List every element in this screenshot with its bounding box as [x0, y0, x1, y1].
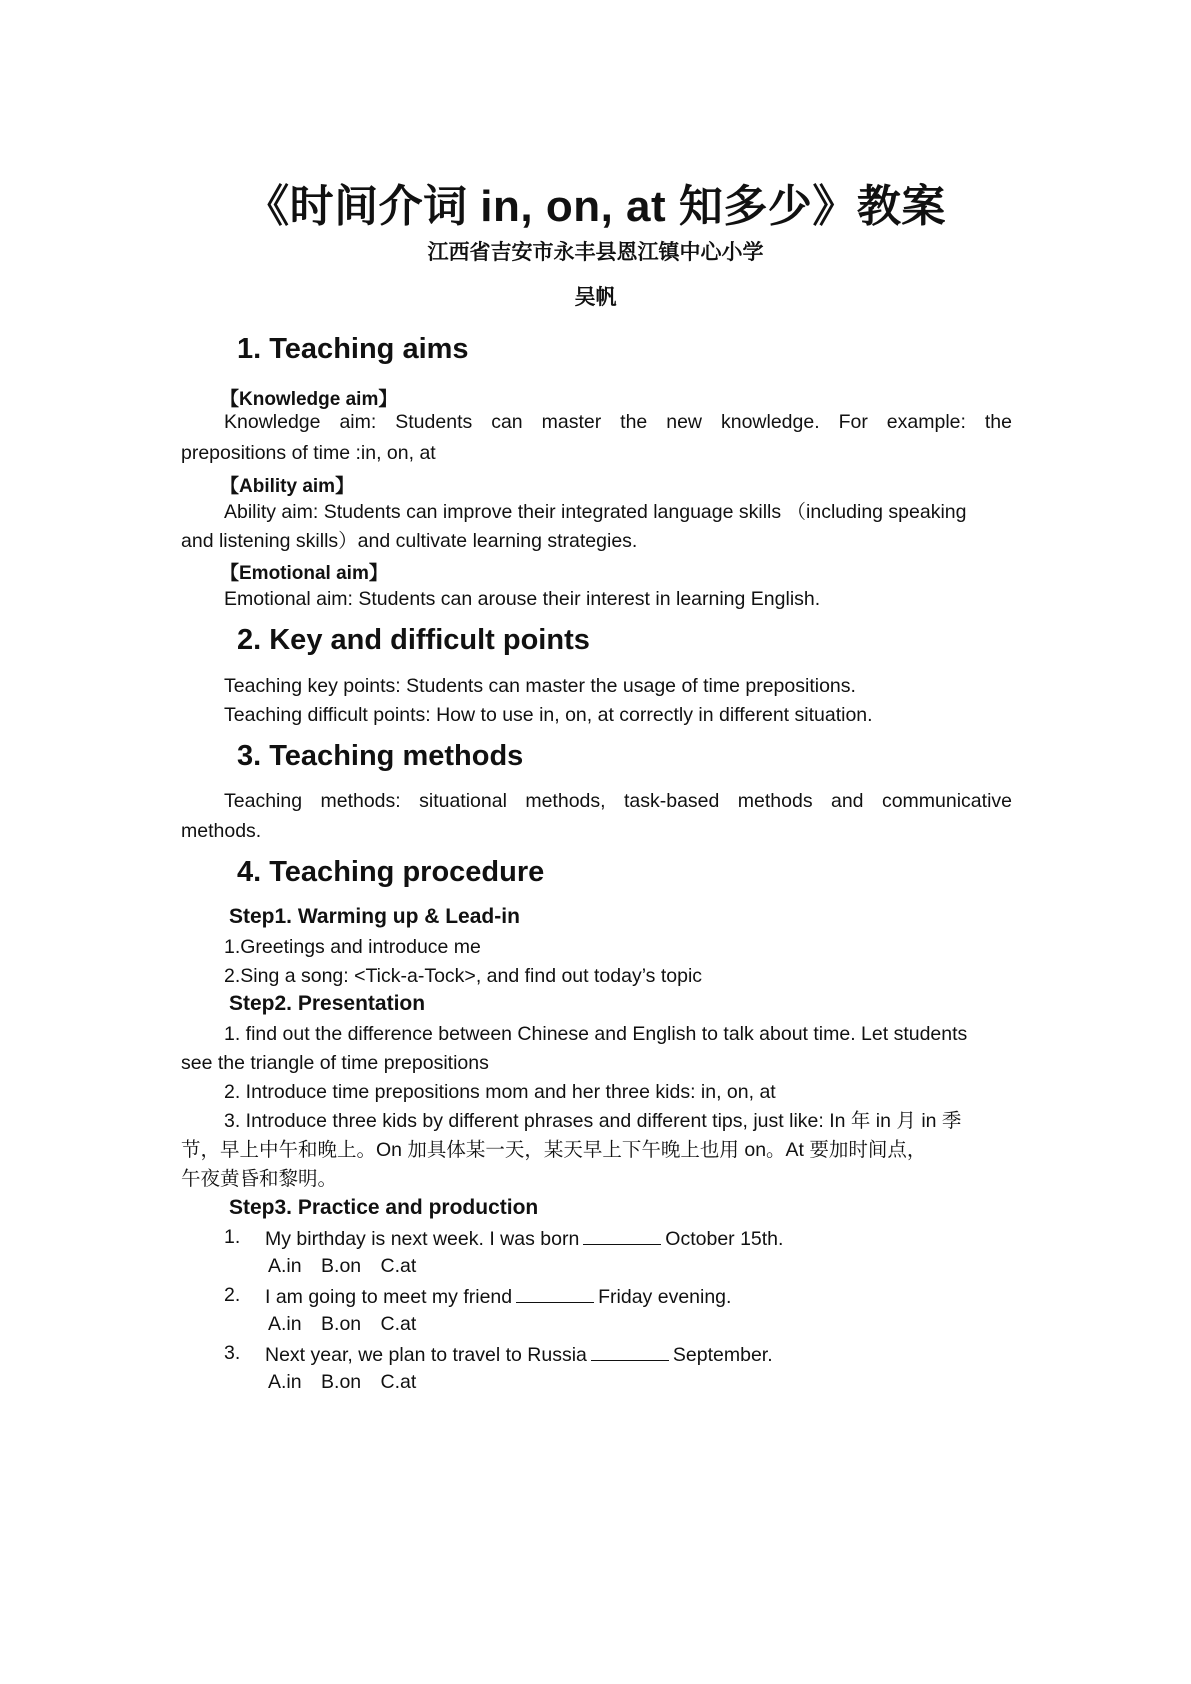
- ability-aim-line2: and listening skills）and cultivate learning strategies.: [181, 530, 638, 552]
- methods-line1: Teaching methods: situational methods, task-based methods and communicative: [224, 790, 1012, 812]
- school-name: 江西省吉安市永丰县恩江镇中心小学: [427, 241, 764, 264]
- question-3-after: September.: [672, 1344, 773, 1366]
- step2-item1-line1: 1. find out the difference between Chinese and English to talk about time. Let students: [224, 1023, 968, 1045]
- question-1-blank: [583, 1226, 661, 1245]
- methods-line2: methods.: [181, 820, 262, 842]
- step2-item3-line2: 节，早上中午和晚上。On 加具体某一天，某天早上下午晚上也用 on。At 要加时间点，: [181, 1139, 927, 1161]
- question-1-text: [265, 1226, 783, 1251]
- step2-item3-line3: 午夜黄昏和黎明。: [181, 1168, 338, 1190]
- step1-item1: 1.Greetings and introduce me: [224, 936, 481, 958]
- step3-title: Step3. Practice and production: [229, 1196, 539, 1219]
- heading-teaching-procedure: 4. Teaching procedure: [237, 856, 545, 888]
- key-points-line: Teaching key points: Students can master the usage of time prepositions.: [224, 675, 856, 697]
- question-2-options: A.in B.on C.at: [268, 1313, 417, 1335]
- question-2-number: 2.: [224, 1284, 241, 1306]
- question-2-blank: [516, 1284, 594, 1303]
- question-3-text: [265, 1342, 773, 1367]
- question-2-text: [265, 1284, 731, 1309]
- document-title: 《时间介词 in, on, at 知多少》教案: [245, 182, 946, 231]
- knowledge-aim-line1: Knowledge aim: Students can master the new knowledge. For example: the: [224, 411, 1012, 433]
- question-2-after: Friday evening.: [598, 1286, 732, 1308]
- author-name: 吴帆: [574, 286, 617, 309]
- question-3-options: A.in B.on C.at: [268, 1371, 417, 1393]
- step2-item3-line1: 3. Introduce three kids by different phrases and different tips, just like: In 年 in 月 in 季: [224, 1110, 962, 1132]
- heading-key-points: 2. Key and difficult points: [237, 624, 590, 656]
- label-knowledge-aim: 【Knowledge aim】: [220, 389, 398, 410]
- difficult-points-line: Teaching difficult points: How to use in, on, at correctly in different situation.: [224, 704, 873, 726]
- heading-teaching-aims: 1. Teaching aims: [237, 333, 469, 365]
- question-1-options: A.in B.on C.at: [268, 1255, 417, 1277]
- question-3-number: 3.: [224, 1342, 241, 1364]
- question-3-blank: [591, 1342, 669, 1361]
- heading-teaching-methods: 3. Teaching methods: [237, 740, 524, 772]
- step1-title: Step1. Warming up & Lead-in: [229, 905, 520, 928]
- step2-item1-line2: see the triangle of time prepositions: [181, 1052, 489, 1074]
- question-1-number: 1.: [224, 1226, 241, 1248]
- label-emotional-aim: 【Emotional aim】: [220, 563, 388, 584]
- step1-item2: 2.Sing a song: <Tick-a-Tock>, and find out today’s topic: [224, 965, 703, 987]
- step2-item2: 2. Introduce time prepositions mom and her three kids: in, on, at: [224, 1081, 776, 1103]
- question-2-before: I am going to meet my friend: [265, 1286, 513, 1308]
- emotional-aim-line1: Emotional aim: Students can arouse their interest in learning English.: [224, 588, 821, 610]
- question-3-before: Next year, we plan to travel to Russia: [265, 1344, 587, 1366]
- step2-title: Step2. Presentation: [229, 992, 426, 1015]
- question-1-before: My birthday is next week. I was born: [265, 1228, 580, 1250]
- ability-aim-line1: Ability aim: Students can improve their integrated language skills （including speaking: [224, 501, 967, 523]
- question-1-after: October 15th.: [665, 1228, 784, 1250]
- label-ability-aim: 【Ability aim】: [220, 476, 355, 497]
- knowledge-aim-line2: prepositions of time :in, on, at: [181, 442, 436, 464]
